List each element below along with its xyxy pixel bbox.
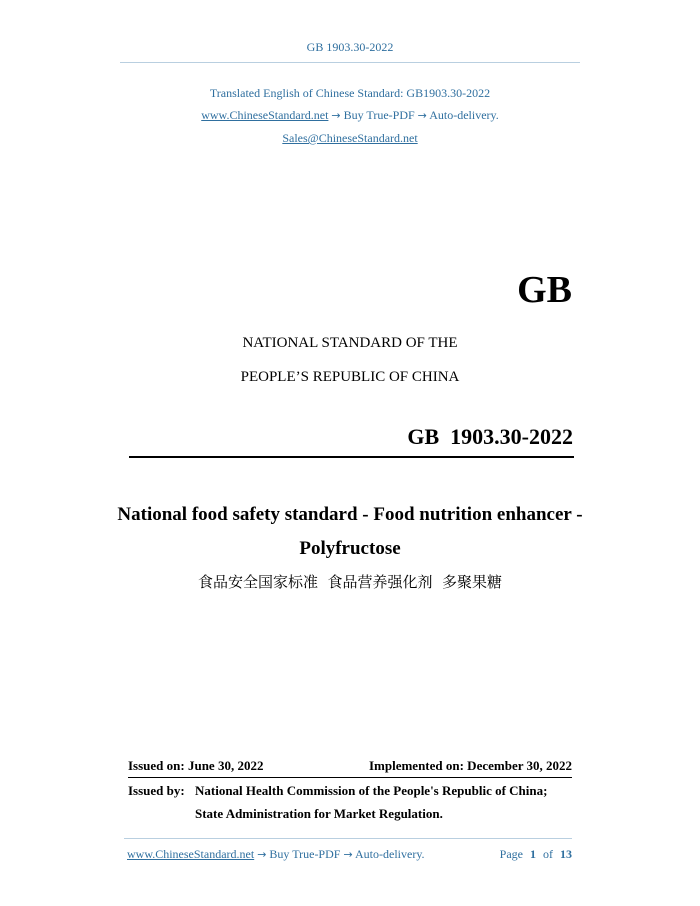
dates-rule xyxy=(128,777,572,778)
issued-on: Issued on: June 30, 2022 xyxy=(128,758,264,773)
title-line2: Polyfructose xyxy=(299,538,401,559)
issued-by-line2: State Administration for Market Regulation. xyxy=(195,806,443,821)
page-label: Page xyxy=(499,847,523,861)
arrow-right-icon: → xyxy=(343,848,353,861)
running-header: GB 1903.30-2022 xyxy=(306,40,394,54)
promo-auto-text: Auto-delivery. xyxy=(429,108,499,122)
arrow-right-icon: → xyxy=(257,848,267,861)
footer-buy-line xyxy=(127,847,425,862)
national-standard-line2: PEOPLE’S REPUBLIC OF CHINA xyxy=(240,369,460,385)
arrow-right-icon: → xyxy=(417,109,427,122)
promo-translated-line: Translated English of Chinese Standard: GB1903.30-2022 xyxy=(209,86,491,100)
promo-email-link[interactable]: Sales@ChineseStandard.net xyxy=(282,131,418,145)
page-total: 13 xyxy=(560,847,572,861)
promo-site-link[interactable]: www.ChineseStandard.net xyxy=(201,108,329,122)
national-standard-line1: NATIONAL STANDARD OF THE xyxy=(242,335,458,351)
issued-by-label: Issued by: xyxy=(128,783,185,798)
page-of: of xyxy=(543,847,553,861)
header-divider xyxy=(120,62,580,63)
arrow-right-icon: → xyxy=(331,109,341,122)
title-chinese: 食品安全国家标准 食品营养强化剂 多聚果糖 xyxy=(197,573,503,591)
footer-buy-text: Buy True-PDF xyxy=(269,847,341,861)
issued-by-line1: National Health Commission of the People's Republic of China; xyxy=(195,783,548,798)
footer-divider xyxy=(124,838,572,839)
gb-mark: GB xyxy=(517,269,572,311)
footer-site-link[interactable]: www.ChineseStandard.net xyxy=(127,847,255,861)
implemented-on: Implemented on: December 30, 2022 xyxy=(368,758,572,773)
standard-number-rule xyxy=(129,456,574,458)
footer-auto-text: Auto-delivery. xyxy=(355,847,425,861)
standard-number: GB 1903.30-2022 xyxy=(407,424,573,449)
promo-buy-text: Buy True-PDF xyxy=(343,108,415,122)
title-line1: National food safety standard - Food nutrition enhancer - xyxy=(117,504,583,525)
page-current: 1 xyxy=(530,847,536,861)
promo-buy-line xyxy=(0,108,700,123)
page-indicator xyxy=(500,847,572,862)
promo-email-line xyxy=(0,131,700,146)
